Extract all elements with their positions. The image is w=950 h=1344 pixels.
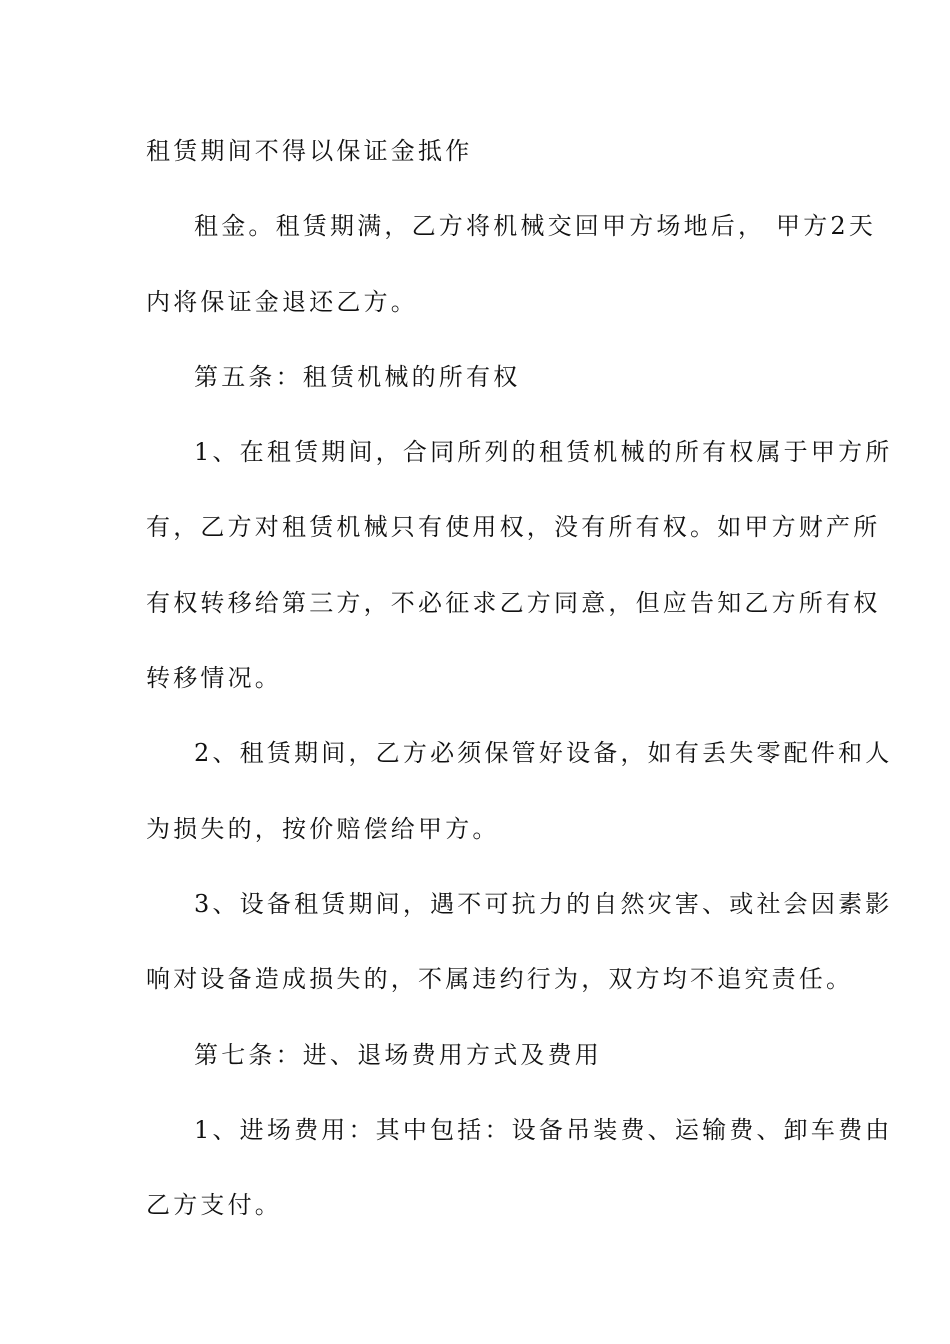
section-heading: 第五条：租赁机械的所有权 [194, 362, 521, 391]
text-line: 2、租赁期间，乙方必须保管好设备，如有丢失零配件和人 [194, 739, 893, 768]
section-heading: 第七条：进、退场费用方式及费用 [194, 1040, 602, 1069]
text-line: 有，乙方对租赁机械只有使用权，没有所有权。如甲方财产所 [146, 513, 881, 542]
text-line: 租金。租赁期满，乙方将机械交回甲方场地后， 甲方2天 [194, 212, 877, 241]
text-line: 乙方支付。 [146, 1191, 282, 1220]
text-line: 3、设备租赁期间，遇不可抗力的自然灾害、或社会因素影 [194, 889, 893, 918]
text-line: 有权转移给第三方，不必征求乙方同意，但应告知乙方所有权 [146, 588, 881, 617]
text-line: 响对设备造成损失的，不属违约行为，双方均不追究责任。 [146, 965, 854, 994]
text-line: 为损失的，按价赔偿给甲方。 [146, 814, 500, 843]
text-line: 内将保证金退还乙方。 [146, 287, 418, 316]
text-line: 租赁期间不得以保证金抵作 [146, 137, 473, 165]
text-line: 转移情况。 [146, 664, 282, 693]
text-line: 1、在租赁期间，合同所列的租赁机械的所有权属于甲方所 [194, 438, 893, 467]
document-body [146, 126, 893, 1255]
text-line: 1、进场费用：其中包括：设备吊装费、运输费、卸车费由 [194, 1115, 893, 1144]
